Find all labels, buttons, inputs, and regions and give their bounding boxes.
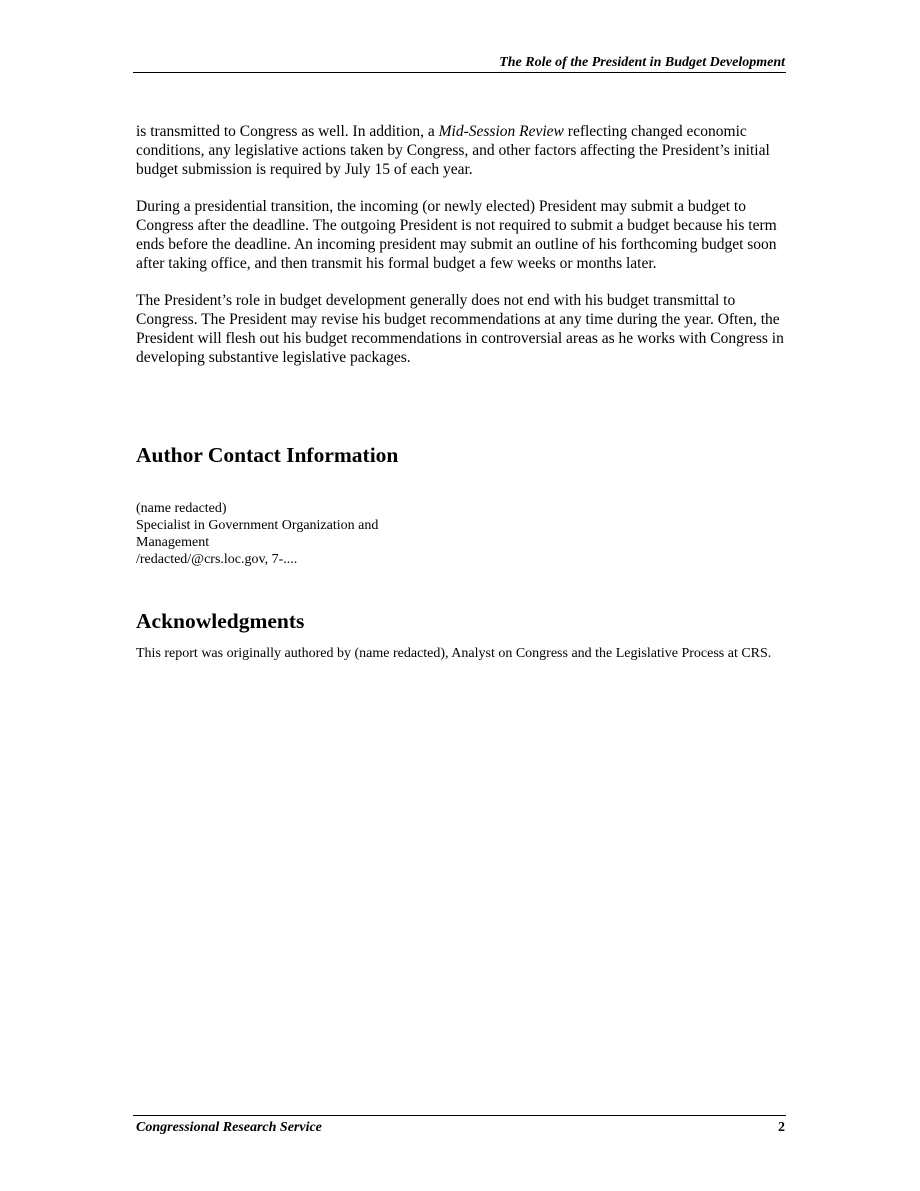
author-contact-details: /redacted/@crs.loc.gov, 7-.... bbox=[136, 552, 298, 567]
paragraph-3: The President’s role in budget development generally does not end with his budget transmittal to Congress. The President may revise his budget recommendations at any time during the year. Often, the President will flesh out his budget recommendations in controversial areas as he works with Congress in developing substantive legislative packages. bbox=[136, 292, 784, 366]
footer-organization: Congressional Research Service bbox=[136, 1120, 322, 1135]
paragraph-2: During a presidential transition, the incoming (or newly elected) President may submit a budget to Congress after the deadline. The outgoing President is not required to submit a budget because his term ends before the deadline. An incoming president may submit an outline of his forthcoming budget soon after taking office, and then transmit his formal budget a few weeks or months later. bbox=[136, 198, 777, 272]
paragraph-1-text-a: is transmitted to Congress as well. In addition, a bbox=[136, 123, 439, 140]
acknowledgments-text: This report was originally authored by (name redacted), Analyst on Congress and the Legislative Process at CRS. bbox=[136, 646, 772, 661]
author-contact-heading: Author Contact Information bbox=[136, 443, 399, 467]
body-text bbox=[136, 122, 786, 385]
paragraph-1-text-b: reflecting changed economic conditions, any legislative actions taken by Congress, and other factors affecting the President’s initial budget submission is required by July 15 of each year. bbox=[136, 123, 770, 178]
page-number: 2 bbox=[778, 1120, 785, 1135]
running-header-title: The Role of the President in Budget Development bbox=[499, 55, 785, 70]
author-name: (name redacted) bbox=[136, 501, 227, 516]
author-contact-block bbox=[136, 500, 436, 568]
author-title-line-1: Specialist in Government Organization and bbox=[136, 518, 379, 533]
paragraph-1 bbox=[136, 122, 786, 179]
author-title-line-2: Management bbox=[136, 535, 210, 550]
mid-session-review-italic: Mid-Session Review bbox=[438, 123, 564, 140]
footer-rule bbox=[133, 1115, 786, 1116]
acknowledgments-heading: Acknowledgments bbox=[136, 609, 305, 633]
header-rule bbox=[133, 72, 786, 73]
